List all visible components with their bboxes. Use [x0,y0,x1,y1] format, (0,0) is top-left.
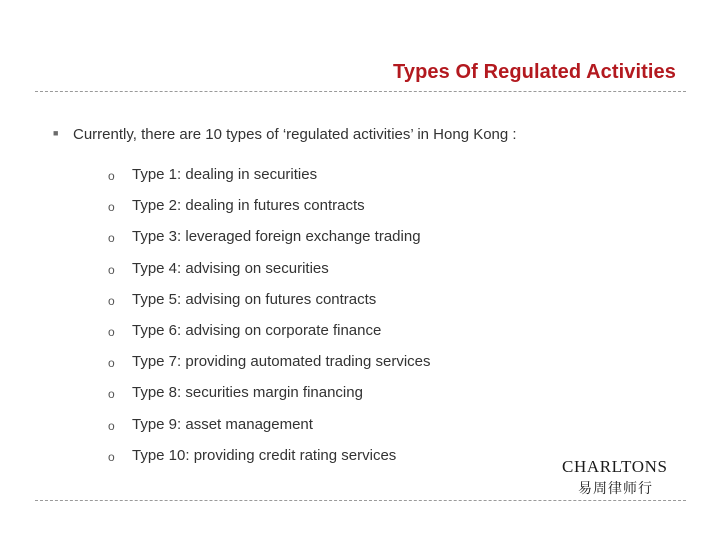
logo-name: CHARLTONS [562,457,668,476]
charltons-logo [558,449,680,497]
lead-text: Currently, there are 10 types of ‘regulated activities’ in Hong Kong : [73,126,517,143]
list-item-label: Type 8: securities margin financing [132,384,363,402]
list-item-label: Type 9: asset management [132,415,313,433]
top-divider [35,91,686,92]
circle-bullet-icon: o [108,418,115,433]
circle-bullet-icon: o [108,324,115,339]
circle-bullet-icon: o [108,262,115,277]
circle-bullet-icon: o [108,356,115,371]
slide-title: Types Of Regulated Activities [393,61,676,83]
list-item-label: Type 6: advising on corporate finance [132,321,382,339]
circle-bullet-icon: o [108,387,115,402]
bottom-divider [35,500,686,501]
square-bullet-icon: ■ [53,128,59,138]
list-item-label: Type 3: leveraged foreign exchange trading [132,228,421,246]
circle-bullet-icon: o [108,200,115,215]
list-item-label: Type 4: advising on securities [132,259,329,277]
circle-bullet-icon: o [108,449,115,464]
circle-bullet-icon: o [108,169,115,183]
circle-bullet-icon: o [108,231,115,246]
logo-chinese-name: 易周律师行 [578,481,653,497]
list-item-label: Type 2: dealing in futures contracts [132,197,365,215]
list-item-label: Type 7: providing automated trading services [132,353,431,371]
list-item-label: Type 1: dealing in securities [132,166,318,183]
list-item-label: Type 10: providing credit rating services [132,446,397,464]
circle-bullet-icon: o [108,293,115,308]
list-item-label: Type 5: advising on futures contracts [132,290,377,308]
